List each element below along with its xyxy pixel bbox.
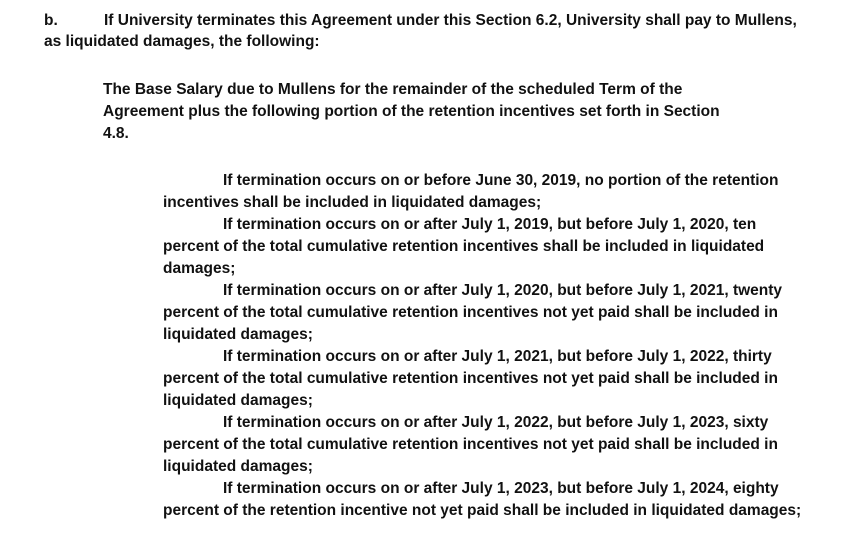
section-b-line-2: as liquidated damages, the following: [44,33,320,50]
schedule-item-line: percent of the total cumulative retention incentives not yet paid shall be included in [163,370,778,387]
intro-paragraph [103,79,753,145]
schedule-item-line: liquidated damages; [163,458,313,475]
schedule-item-line: percent of the total cumulative retention incentives shall be included in liquidated [163,238,765,255]
schedule-item-line: liquidated damages; [163,392,313,409]
intro-line: 4.8. [103,125,129,142]
schedule-item-line: damages; [163,260,236,277]
schedule-item-line: liquidated damages; [163,326,313,343]
section-b-line-1 [44,10,844,31]
schedule-item [103,478,803,522]
schedule-item [103,280,803,346]
retention-schedule-list [103,170,803,522]
schedule-item [103,214,803,280]
schedule-item-line: If termination occurs on or after July 1, 2022, but before July 1, 2023, sixty [223,414,769,431]
schedule-item-line: If termination occurs on or after July 1, 2019, but before July 1, 2020, ten [223,216,757,233]
schedule-item-line: percent of the total cumulative retention incentives not yet paid shall be included in [163,304,778,321]
schedule-item [103,412,803,478]
schedule-item-line: percent of the total cumulative retention incentives not yet paid shall be included in [163,436,778,453]
schedule-item-line: If termination occurs on or after July 1, 2020, but before July 1, 2021, twenty [223,282,783,299]
section-b-marker: b. [44,12,58,29]
schedule-item-line: percent of the retention incentive not yet paid shall be included in liquidated damages; [163,502,802,519]
section-b-paragraph [44,10,844,52]
schedule-item-line: If termination occurs on or after July 1, 2021, but before July 1, 2022, thirty [223,348,772,365]
schedule-item-line: If termination occurs on or after July 1, 2023, but before July 1, 2024, eighty [223,480,779,497]
schedule-item [103,170,803,214]
schedule-item-line: If termination occurs on or before June 30, 2019, no portion of the retention [223,172,779,189]
schedule-item [103,346,803,412]
schedule-item-line: incentives shall be included in liquidated damages; [163,194,542,211]
intro-line: Agreement plus the following portion of the retention incentives set forth in Section [103,103,720,120]
intro-line: The Base Salary due to Mullens for the remainder of the scheduled Term of the [103,81,683,98]
section-b-text-1: If University terminates this Agreement under this Section 6.2, University shall pay to Mullens, [104,12,797,29]
